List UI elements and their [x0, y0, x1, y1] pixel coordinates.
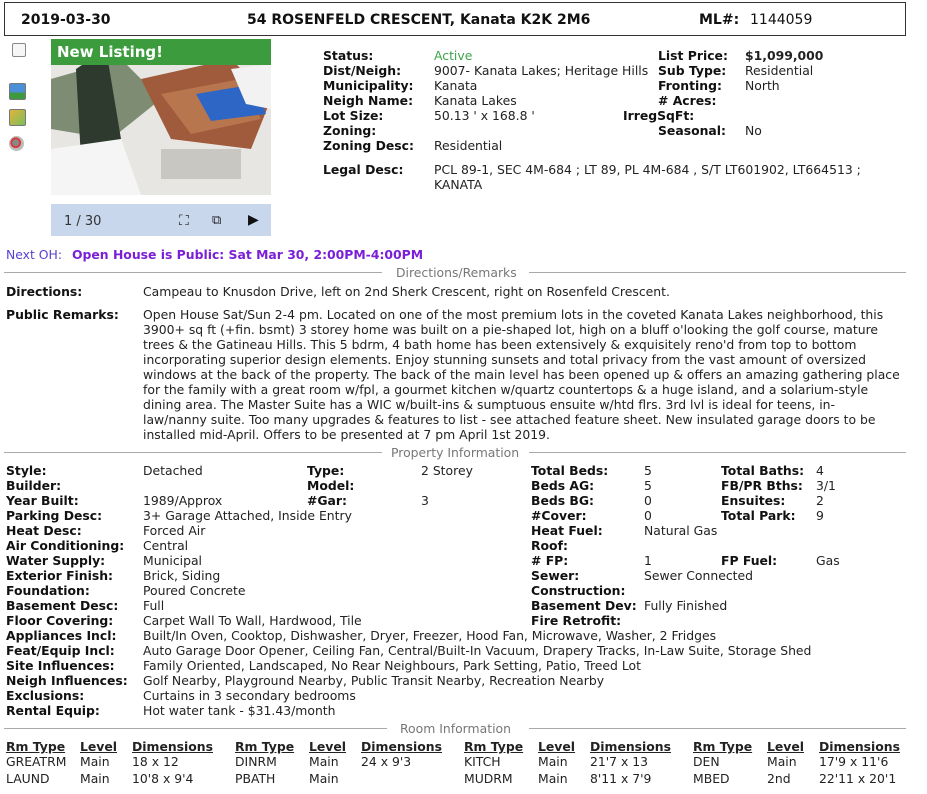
total-park-value: 9 — [816, 508, 824, 523]
property-info-divider — [4, 445, 906, 459]
room-info-heading: Room Information — [400, 721, 511, 736]
remarks-line: Open House Sat/Sun 2-4 pm. Located on one of the most premium lots in the coveted Kanata Lakes neighborhood, this — [143, 307, 884, 322]
model-label: Model: — [307, 478, 355, 493]
water-supply-label: Water Supply: — [6, 553, 106, 568]
floor-covering-value: Carpet Wall To Wall, Hardwood, Tile — [143, 613, 362, 628]
roof-label: Roof: — [531, 538, 568, 553]
fronting-value: North — [745, 78, 780, 93]
public-remarks-text — [143, 307, 905, 442]
construction-label: Construction: — [531, 583, 626, 598]
room-type: GREATRM — [6, 754, 67, 769]
heat-fuel-label: Heat Fuel: — [531, 523, 603, 538]
air-conditioning-label: Air Conditioning: — [6, 538, 125, 553]
fireplace-count-value: 1 — [644, 553, 652, 568]
room-level: Main — [80, 754, 110, 769]
style-label: Style: — [6, 463, 47, 478]
dist-label: Dist/Neigh: — [323, 63, 402, 78]
status-value: Active — [434, 48, 473, 63]
property-info-heading: Property Information — [391, 445, 520, 460]
directions-remarks-divider — [4, 265, 906, 279]
appliances-value: Built/In Oven, Cooktop, Dishwasher, Dryer, Freezer, Hood Fan, Microwave, Washer, 2 Fridges — [143, 628, 717, 643]
room-type-header: Rm Type — [464, 739, 524, 754]
exterior-finish-value: Brick, Siding — [143, 568, 221, 583]
beds-ag-label: Beds AG: — [531, 478, 595, 493]
room-info-divider — [4, 721, 906, 735]
feat-equip-label: Feat/Equip Incl: — [6, 643, 115, 658]
listing-header — [4, 2, 906, 36]
parking-value: 3+ Garage Attached, Inside Entry — [143, 508, 352, 523]
list-price-label: List Price: — [658, 48, 728, 63]
fp-fuel-label: FP Fuel: — [721, 553, 778, 568]
ensuites-value: 2 — [816, 493, 824, 508]
room-dims: 22'11 x 20'1 — [819, 771, 897, 786]
listing-date: 2019-03-30 — [21, 12, 111, 28]
listing-address: 54 ROSENFELD CRESCENT, Kanata K2K 2M6 — [247, 12, 591, 28]
rental-equip-label: Rental Equip: — [6, 703, 100, 718]
irreg-sqft-label: IrregSqFt: — [623, 108, 695, 123]
lot-size-label: Lot Size: — [323, 108, 384, 123]
legal-desc-line1: PCL 89-1, SEC 4M-684 ; LT 89, PL 4M-684 , S/T LT601902, LT664513 ; — [434, 162, 861, 177]
garage-count-value: 3 — [421, 493, 429, 508]
year-built-value: 1989/Approx — [143, 493, 223, 508]
beds-bg-label: Beds BG: — [531, 493, 594, 508]
basement-desc-value: Full — [143, 598, 165, 613]
room-level: Main — [767, 754, 797, 769]
foundation-value: Poured Concrete — [143, 583, 246, 598]
fire-retrofit-label: Fire Retrofit: — [531, 613, 622, 628]
room-level: 2nd — [767, 771, 791, 786]
seasonal-value: No — [745, 123, 762, 138]
remarks-line: installed mid-April. Offers to be presented at 7 pm April 1st 2019. — [143, 427, 550, 442]
zoning-label: Zoning: — [323, 123, 377, 138]
status-label: Status: — [323, 48, 374, 63]
builder-label: Builder: — [6, 478, 62, 493]
remarks-line: 3900+ sq ft (+fin. bsmt) 3 storey home was built on a pie-shaped lot, high on a bluff o'looking the golf course, mature — [143, 322, 879, 337]
popout-icon[interactable]: ⧉ — [212, 213, 222, 228]
zoning-desc-label: Zoning Desc: — [323, 138, 414, 153]
foundation-label: Foundation: — [6, 583, 90, 598]
exterior-finish-label: Exterior Finish: — [6, 568, 114, 583]
new-listing-badge: New Listing! — [51, 39, 271, 65]
room-level: Main — [309, 754, 339, 769]
room-type: MUDRM — [464, 771, 513, 786]
exclusions-value: Curtains in 3 secondary bedrooms — [143, 688, 356, 703]
room-type: MBED — [693, 771, 730, 786]
room-type-header: Rm Type — [693, 739, 753, 754]
dist-value: 9007- Kanata Lakes; Heritage Hills — [434, 63, 649, 78]
room-type-header: Rm Type — [235, 739, 295, 754]
room-dims: 21'7 x 13 — [590, 754, 649, 769]
exclusions-label: Exclusions: — [6, 688, 85, 703]
garage-count-label: #Gar: — [307, 493, 347, 508]
neigh-influences-label: Neigh Influences: — [6, 673, 128, 688]
room-type: PBATH — [235, 771, 276, 786]
room-level-header: Level — [538, 739, 576, 754]
next-oh-label: Next OH: — [6, 247, 63, 262]
appliances-label: Appliances Incl: — [6, 628, 117, 643]
room-dims: 24 x 9'3 — [361, 754, 412, 769]
remarks-line: trees & the Gatineau Hills. This 5 bdrm, 4 bath home has been extensively & exquisitely reno'd from top to bottom — [143, 337, 857, 352]
select-checkbox[interactable] — [12, 43, 26, 57]
ml-label: ML#: — [699, 12, 740, 28]
room-level-header: Level — [767, 739, 805, 754]
remarks-line: for the family with a great room w/fpl, a gourmet kitchen w/quartz countertops & a huge island, and a solarium-style — [143, 382, 869, 397]
sewer-label: Sewer: — [531, 568, 580, 583]
fullscreen-icon[interactable]: ⛶ — [179, 213, 189, 229]
room-level-header: Level — [80, 739, 118, 754]
map-icon[interactable] — [9, 109, 26, 126]
photo-controls — [51, 204, 271, 236]
room-type: DINRM — [235, 754, 277, 769]
legal-desc-label: Legal Desc: — [323, 162, 404, 177]
site-influences-value: Family Oriented, Landscaped, No Rear Neighbours, Park Setting, Patio, Treed Lot — [143, 658, 641, 673]
sub-type-value: Residential — [745, 63, 814, 78]
remarks-line: incorporating superior design elements. Enjoy stunning sunsets and total privacy from the vast amount of oversized — [143, 352, 867, 367]
room-dims-header: Dimensions — [132, 739, 213, 754]
municipality-label: Municipality: — [323, 78, 414, 93]
ml-number: 1144059 — [750, 12, 813, 28]
legal-desc-line2: KANATA — [434, 177, 483, 192]
room-level: Main — [80, 771, 110, 786]
list-price-value: $1,099,000 — [745, 48, 824, 63]
site-influences-label: Site Influences: — [6, 658, 115, 673]
total-beds-value: 5 — [644, 463, 652, 478]
room-level: Main — [309, 771, 339, 786]
remarks-line: law/nanny suite. Too many upgrades & features to list - see attached feature sheet. New insulated garage doors to be — [143, 412, 876, 427]
room-level: Main — [538, 771, 568, 786]
photo-gallery-icon[interactable] — [9, 83, 26, 100]
heat-desc-label: Heat Desc: — [6, 523, 82, 538]
sub-type-label: Sub Type: — [658, 63, 727, 78]
room-type: DEN — [693, 754, 720, 769]
room-level-header: Level — [309, 739, 347, 754]
directions-value: Campeau to Knusdon Drive, left on 2nd Sherk Crescent, right on Rosenfeld Crescent. — [143, 284, 670, 299]
directions-remarks-heading: Directions/Remarks — [396, 265, 517, 280]
zoning-desc-value: Residential — [434, 138, 503, 153]
fireplace-count-label: # FP: — [531, 553, 569, 568]
basement-dev-value: Fully Finished — [644, 598, 728, 613]
sewer-value: Sewer Connected — [644, 568, 753, 583]
municipality-value: Kanata — [434, 78, 478, 93]
basement-dev-label: Basement Dev: — [531, 598, 637, 613]
fp-fuel-value: Gas — [816, 553, 840, 568]
public-remarks-label: Public Remarks: — [6, 307, 119, 322]
room-dims-header: Dimensions — [590, 739, 671, 754]
room-type-header: Rm Type — [6, 739, 66, 754]
photo-counter: 1 / 30 — [64, 214, 102, 229]
neigh-name-label: Neigh Name: — [323, 93, 414, 108]
ensuites-label: Ensuites: — [721, 493, 786, 508]
next-photo-icon[interactable]: ▶ — [248, 212, 259, 228]
room-dims: 8'11 x 7'9 — [590, 771, 652, 786]
style-value: Detached — [143, 463, 203, 478]
feat-equip-value: Auto Garage Door Opener, Ceiling Fan, Central/Built-In Vacuum, Drapery Tracks, In-Law Suite, Storage Shed — [143, 643, 812, 658]
beds-bg-value: 0 — [644, 493, 652, 508]
basement-desc-label: Basement Desc: — [6, 598, 119, 613]
room-dims: 10'8 x 9'4 — [132, 771, 194, 786]
total-beds-label: Total Beds: — [531, 463, 609, 478]
lot-size-value: 50.13 ' x 168.8 ' — [434, 108, 535, 123]
remarks-line: dining area. The Master Suite has a WIC w/built-ins & sumptuous ensuite w/htd flrs. 3rd lvl is ideal for teens, in- — [143, 397, 835, 412]
beds-ag-value: 5 — [644, 478, 652, 493]
room-type: LAUND — [6, 771, 50, 786]
air-conditioning-value: Central — [143, 538, 189, 553]
room-type: KITCH — [464, 754, 501, 769]
remarks-line: windows at the back of the property. The back of the main level has been opened up & offers an amazing gathering place — [143, 367, 900, 382]
heat-fuel-value: Natural Gas — [644, 523, 718, 538]
fb-pr-baths-label: FB/PR Bths: — [721, 478, 803, 493]
heat-desc-value: Forced Air — [143, 523, 206, 538]
water-supply-value: Municipal — [143, 553, 202, 568]
total-baths-label: Total Baths: — [721, 463, 805, 478]
seasonal-label: Seasonal: — [658, 123, 726, 138]
room-level: Main — [538, 754, 568, 769]
total-baths-value: 4 — [816, 463, 824, 478]
type-label: Type: — [307, 463, 345, 478]
room-dims: 17'9 x 11'6 — [819, 754, 889, 769]
floor-covering-label: Floor Covering: — [6, 613, 114, 628]
cover-label: #Cover: — [531, 508, 587, 523]
room-dims: 18 x 12 — [132, 754, 179, 769]
year-built-label: Year Built: — [6, 493, 79, 508]
neigh-name-value: Kanata Lakes — [434, 93, 517, 108]
fb-pr-baths-value: 3/1 — [816, 478, 836, 493]
fronting-label: Fronting: — [658, 78, 722, 93]
parking-label: Parking Desc: — [6, 508, 103, 523]
type-value: 2 Storey — [421, 463, 473, 478]
room-dims-header: Dimensions — [361, 739, 442, 754]
street-view-icon[interactable] — [9, 136, 24, 151]
room-dims-header: Dimensions — [819, 739, 900, 754]
total-park-label: Total Park: — [721, 508, 796, 523]
rental-equip-value: Hot water tank - $31.43/month — [143, 703, 336, 718]
next-oh-value: Open House is Public: Sat Mar 30, 2:00PM-4:00PM — [72, 247, 424, 262]
directions-label: Directions: — [6, 284, 83, 299]
neigh-influences-value: Golf Nearby, Playground Nearby, Public Transit Nearby, Recreation Nearby — [143, 673, 605, 688]
acres-label: # Acres: — [658, 93, 717, 108]
cover-value: 0 — [644, 508, 652, 523]
